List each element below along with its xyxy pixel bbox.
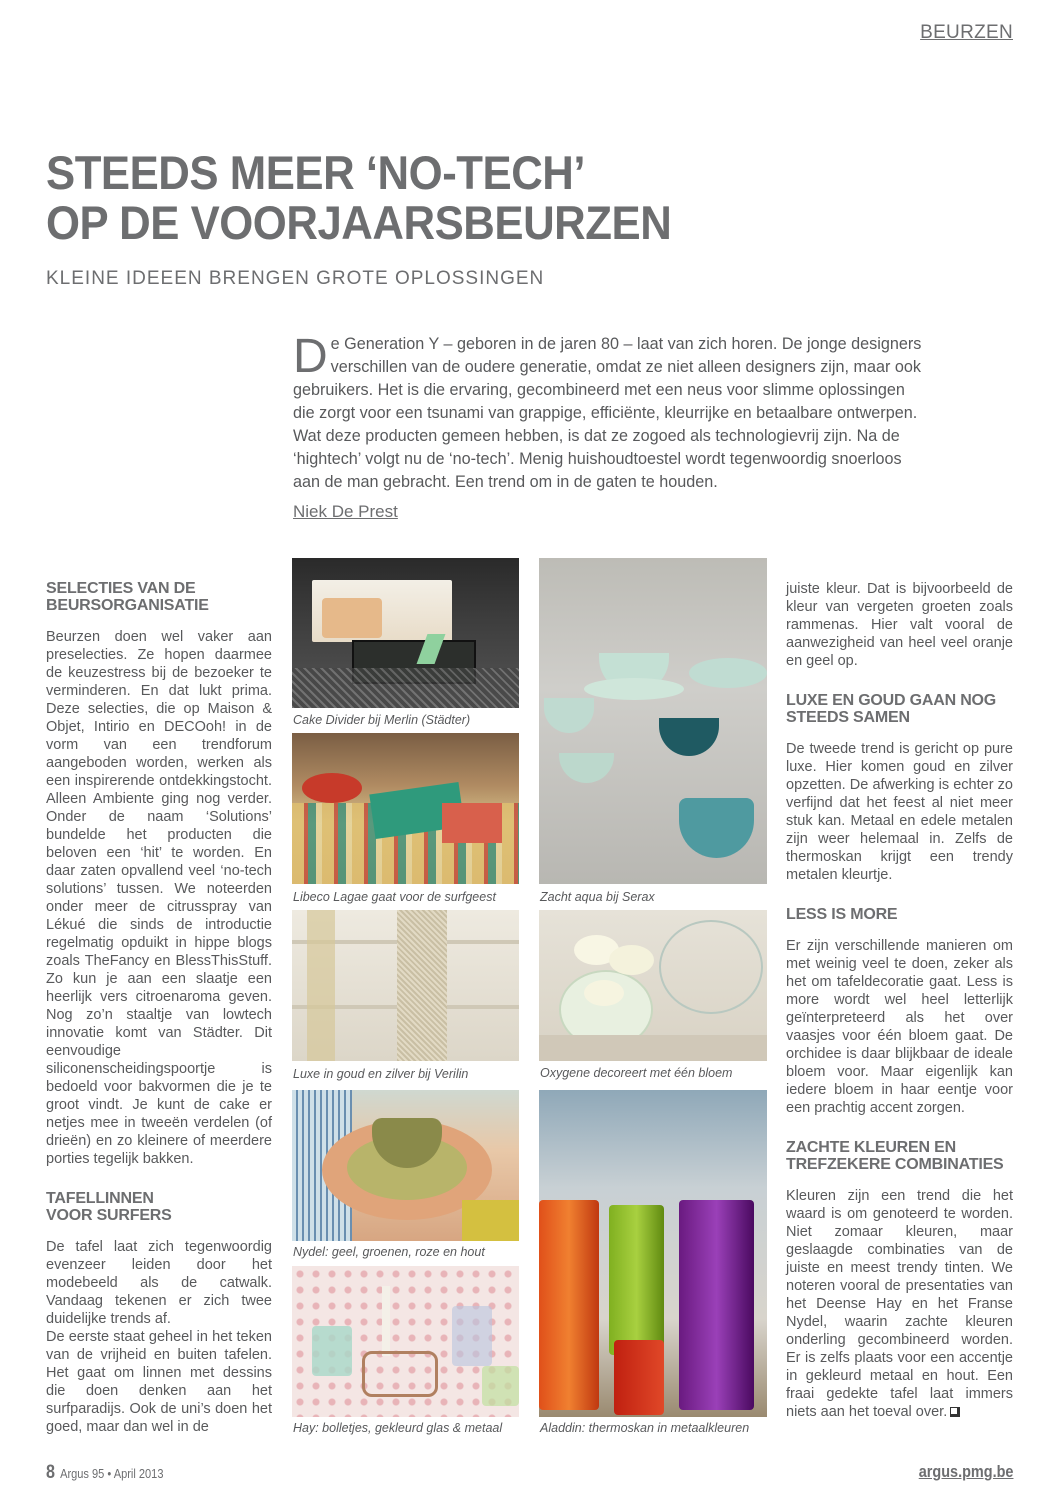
intro-paragraph (293, 330, 923, 494)
drop-cap: D (293, 330, 328, 383)
caption-aladdin: Aladdin: thermoskan in metaalkleuren (540, 1421, 750, 1435)
footer-issue (46, 1462, 163, 1484)
caption-serax: Zacht aqua bij Serax (540, 890, 655, 904)
paragraph: juiste kleur. Dat is bijvoorbeeld de kleur van vergeten groeten zoals rammenas. Hier valt vooral de aanwezigheid van heel veel oranje en geel op. (786, 581, 1013, 669)
caption-verilin: Luxe in goud en zilver bij Verilin (293, 1067, 469, 1081)
paragraph: Er zijn verschillende manieren om met weinig veel te doen, zeker als het om tafeldecoratie gaat. Less is more wordt wel heel letterlijk geïnterpreteerd als het over vaasjes voor één bloem gaat. De orchidee is daar blijkbaar de ideale bloem voor. Maar eigenlijk kan iedere bloem in haar eentje voor een prachtig accent zorgen. (786, 938, 1013, 1116)
heading-less-is-more: LESS IS MORE (786, 906, 898, 923)
right-text-column (786, 580, 1013, 1421)
photo-aladdin (539, 1090, 767, 1417)
intro-block (293, 330, 923, 522)
paragraph (786, 1187, 1013, 1421)
article-title (46, 148, 671, 248)
heading-selecties: SELECTIES VAN DE BEURSORGANISATIE (46, 580, 209, 614)
caption-nydel: Nydel: geel, groenen, roze en hout (293, 1245, 485, 1259)
title-line-1: STEEDS MEER ‘NO-TECH’ (46, 146, 586, 199)
paragraph: De eerste staat geheel in het teken van de vrijheid en buiten tafelen. Het gaat om linnen met dessins die doen denken aan het surfparadijs. Ook de uni’s doen het goed, maar dan wel in de (46, 1329, 272, 1435)
photo-nydel (292, 1090, 519, 1241)
caption-hay: Hay: bolletjes, gekleurd glas & metaal (293, 1421, 503, 1435)
paragraph: Beurzen doen wel vaker aan preselecties. Ze hopen daarmee de keuzestress bij de bezoeker te verminderen. En dat lukt prima. Deze selecties, die op Maison & Objet, Intirio en DECOoh! in de vorm van een trendforum aangeboden worden, werken als een inspirerende ontdekkingstocht. Alleen Ambiente ging nog verder. Onder de naam ‘Solutions’ bundelde het producten die beloven een ‘hit’ te worden. En daar zaten opvallend veel ‘no-tech solutions’ tussen. We noteerden onder meer de citrusspray van Lékué die sinds de introductie regelmatig opduikt in hippe blogs zoals TheFancy en BlessThisStuff. Zo kun je aan een slaatje een heerlijk vers citroenaroma geven. Nog zo’n staaltje van lowtech innovatie komt van Städter. Dit eenvoudige siliconenscheidingspoortje is bedoeld voor bakvormen die je te groot vindt. Je kunt de cake er netjes mee in tweeën verdelen (of drieën) en zo kleinere of meerdere porties tegelijk bakken. (46, 629, 272, 1167)
paragraph: De tafel laat zich tegenwoordig evenzeer leiden door het modebeeld als de catwalk. Vandaag tekenen er zich twee duidelijke trends af. (46, 1239, 272, 1327)
photo-verilin (292, 910, 519, 1061)
left-text-column (46, 580, 272, 1436)
photo-serax (539, 558, 767, 884)
photo-libeco (292, 733, 519, 884)
heading-tafellinnen: TAFELLINNEN VOOR SURFERS (46, 1190, 172, 1224)
caption-oxygene: Oxygene decoreert met één bloem (540, 1066, 733, 1080)
section-tag: BEURZEN (920, 22, 1013, 43)
article-subtitle: KLEINE IDEEEN BRENGEN GROTE OPLOSSINGEN (46, 268, 545, 289)
photo-hay (292, 1266, 519, 1417)
intro-text: e Generation Y – geboren in de jaren 80 – laat van zich horen. De jonge designers verschillen van de oudere generatie, omdat ze niet alleen designers zijn, maar ook gebruikers. Het is die ervaring, gecombineerd met een neus voor slimme oplossingen die zorgt voor een tsunami van grappige, efficiënte, kleurrijke en betaalbare ontwerpen. Wat deze producten gemeen hebben, is dat ze zogoed als technologievrij zijn. Na de ‘hightech’ volgt nu de ‘no-tech’. Menig huishoudtoestel wordt tegenwoordig snoerloos aan de man gebracht. Een trend om in de gaten te houden. (293, 335, 922, 491)
end-mark-icon (950, 1407, 960, 1417)
website-link[interactable]: argus.pmg.be (918, 1462, 1013, 1481)
caption-cake: Cake Divider bij Merlin (Städter) (293, 713, 471, 727)
page-number: 8 (46, 1462, 55, 1483)
photo-oxygene (539, 910, 767, 1061)
caption-libeco: Libeco Lagae gaat voor de surfgeest (293, 890, 496, 904)
heading-zachte-kleuren: ZACHTE KLEUREN EN TREFZEKERE COMBINATIES (786, 1139, 1004, 1173)
paragraph-text: Kleuren zijn een trend die het waard is om genoteerd te worden. Niet zomaar kleuren, maar geslaagde combinaties van de juiste en meest trendy tinten. We noteren vooral de presentaties van het Deense Hay en het Franse Nydel, waarin zachte kleuren onderling gecombineerd worden. Er is zelfs plaats voor een accentje in gekleurd metaal en hout. Een fraai gedekte tafel laat immers niets aan het toeval over. (786, 1188, 1013, 1420)
author-byline: Niek De Prest (293, 502, 398, 521)
heading-luxe: LUXE EN GOUD GAAN NOG STEEDS SAMEN (786, 692, 997, 726)
title-line-2: OP DE VOORJAARSBEURZEN (46, 196, 672, 249)
photo-cake-divider (292, 558, 519, 708)
issue-info: Argus 95 • April 2013 (60, 1466, 164, 1481)
paragraph: De tweede trend is gericht op pure luxe. Hier komen goud en zilver opzetten. De afwerking is echter zo verfijnd dat het feest al niet meer stuk kan. Metaal en edele metalen zijn weer helemaal in. Zelfs de thermoskan krijgt een trendy metalen kleurtje. (786, 741, 1013, 883)
